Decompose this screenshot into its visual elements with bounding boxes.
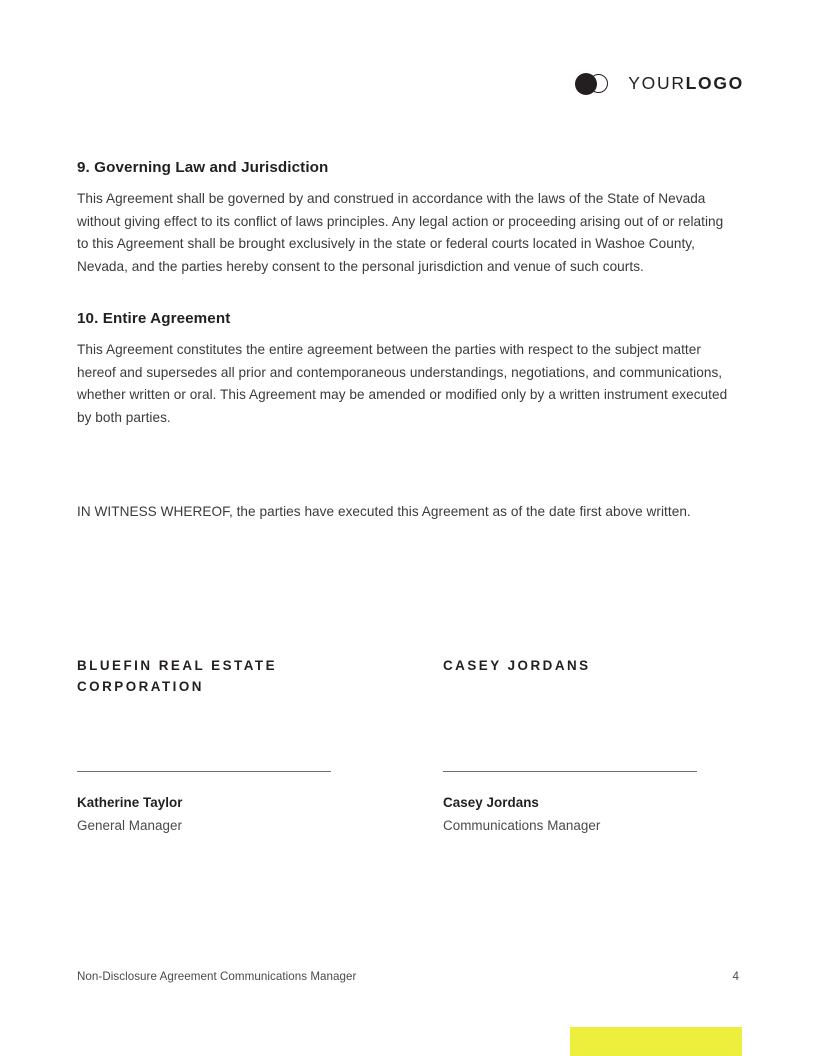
signature-line-1[interactable]	[77, 771, 331, 772]
signature-block-party-2	[443, 655, 743, 833]
party-name-2: CASEY JORDANS	[443, 658, 591, 673]
page-footer	[77, 970, 739, 983]
logo-text	[628, 75, 744, 93]
logo-text-bold: LOGO	[685, 73, 744, 94]
signature-area	[77, 655, 739, 845]
signer-title-2: Communications Manager	[443, 818, 601, 833]
footer-document-title: Non-Disclosure Agreement Communications Manager	[77, 970, 357, 983]
section-heading-9: 9. Governing Law and Jurisdiction	[77, 159, 329, 176]
logo-text-light: YOUR	[628, 73, 686, 94]
signature-line-2[interactable]	[443, 771, 697, 772]
section-heading-10: 10. Entire Agreement	[77, 310, 231, 327]
section-paragraph-9: This Agreement shall be governed by and construed in accordance with the laws of the State of Nevada without giving effect to its conflict of laws principles. Any legal action or proceeding arising out of or relating to this Agreement shall be brought exclusively in the state or federal courts located in Washoe County, Nevada, and the parties hereby consent to the personal jurisdiction and venue of such courts.	[77, 191, 724, 274]
section-paragraph-10: This Agreement constitutes the entire agreement between the parties with respect to the subject matter hereof and supersedes all prior and contemporaneous understandings, negotiations, and communications, whether written or oral. This Agreement may be amended or modified only by a written instrument executed by both parties.	[77, 342, 728, 425]
accent-bar	[570, 1027, 742, 1056]
outline-circle-icon	[589, 74, 608, 93]
signature-block-party-1	[77, 655, 377, 833]
footer-page-number: 4	[732, 970, 739, 983]
two-overlapping-circles-icon	[575, 73, 617, 95]
signer-title-1: General Manager	[77, 818, 182, 833]
signer-name-1: Katherine Taylor	[77, 795, 183, 810]
party-name-1: BLUEFIN REAL ESTATE CORPORATION	[77, 658, 278, 694]
logo	[575, 73, 744, 95]
signer-name-2: Casey Jordans	[443, 795, 539, 810]
witness-clause: IN WITNESS WHEREOF, the parties have executed this Agreement as of the date first above written.	[77, 504, 691, 519]
